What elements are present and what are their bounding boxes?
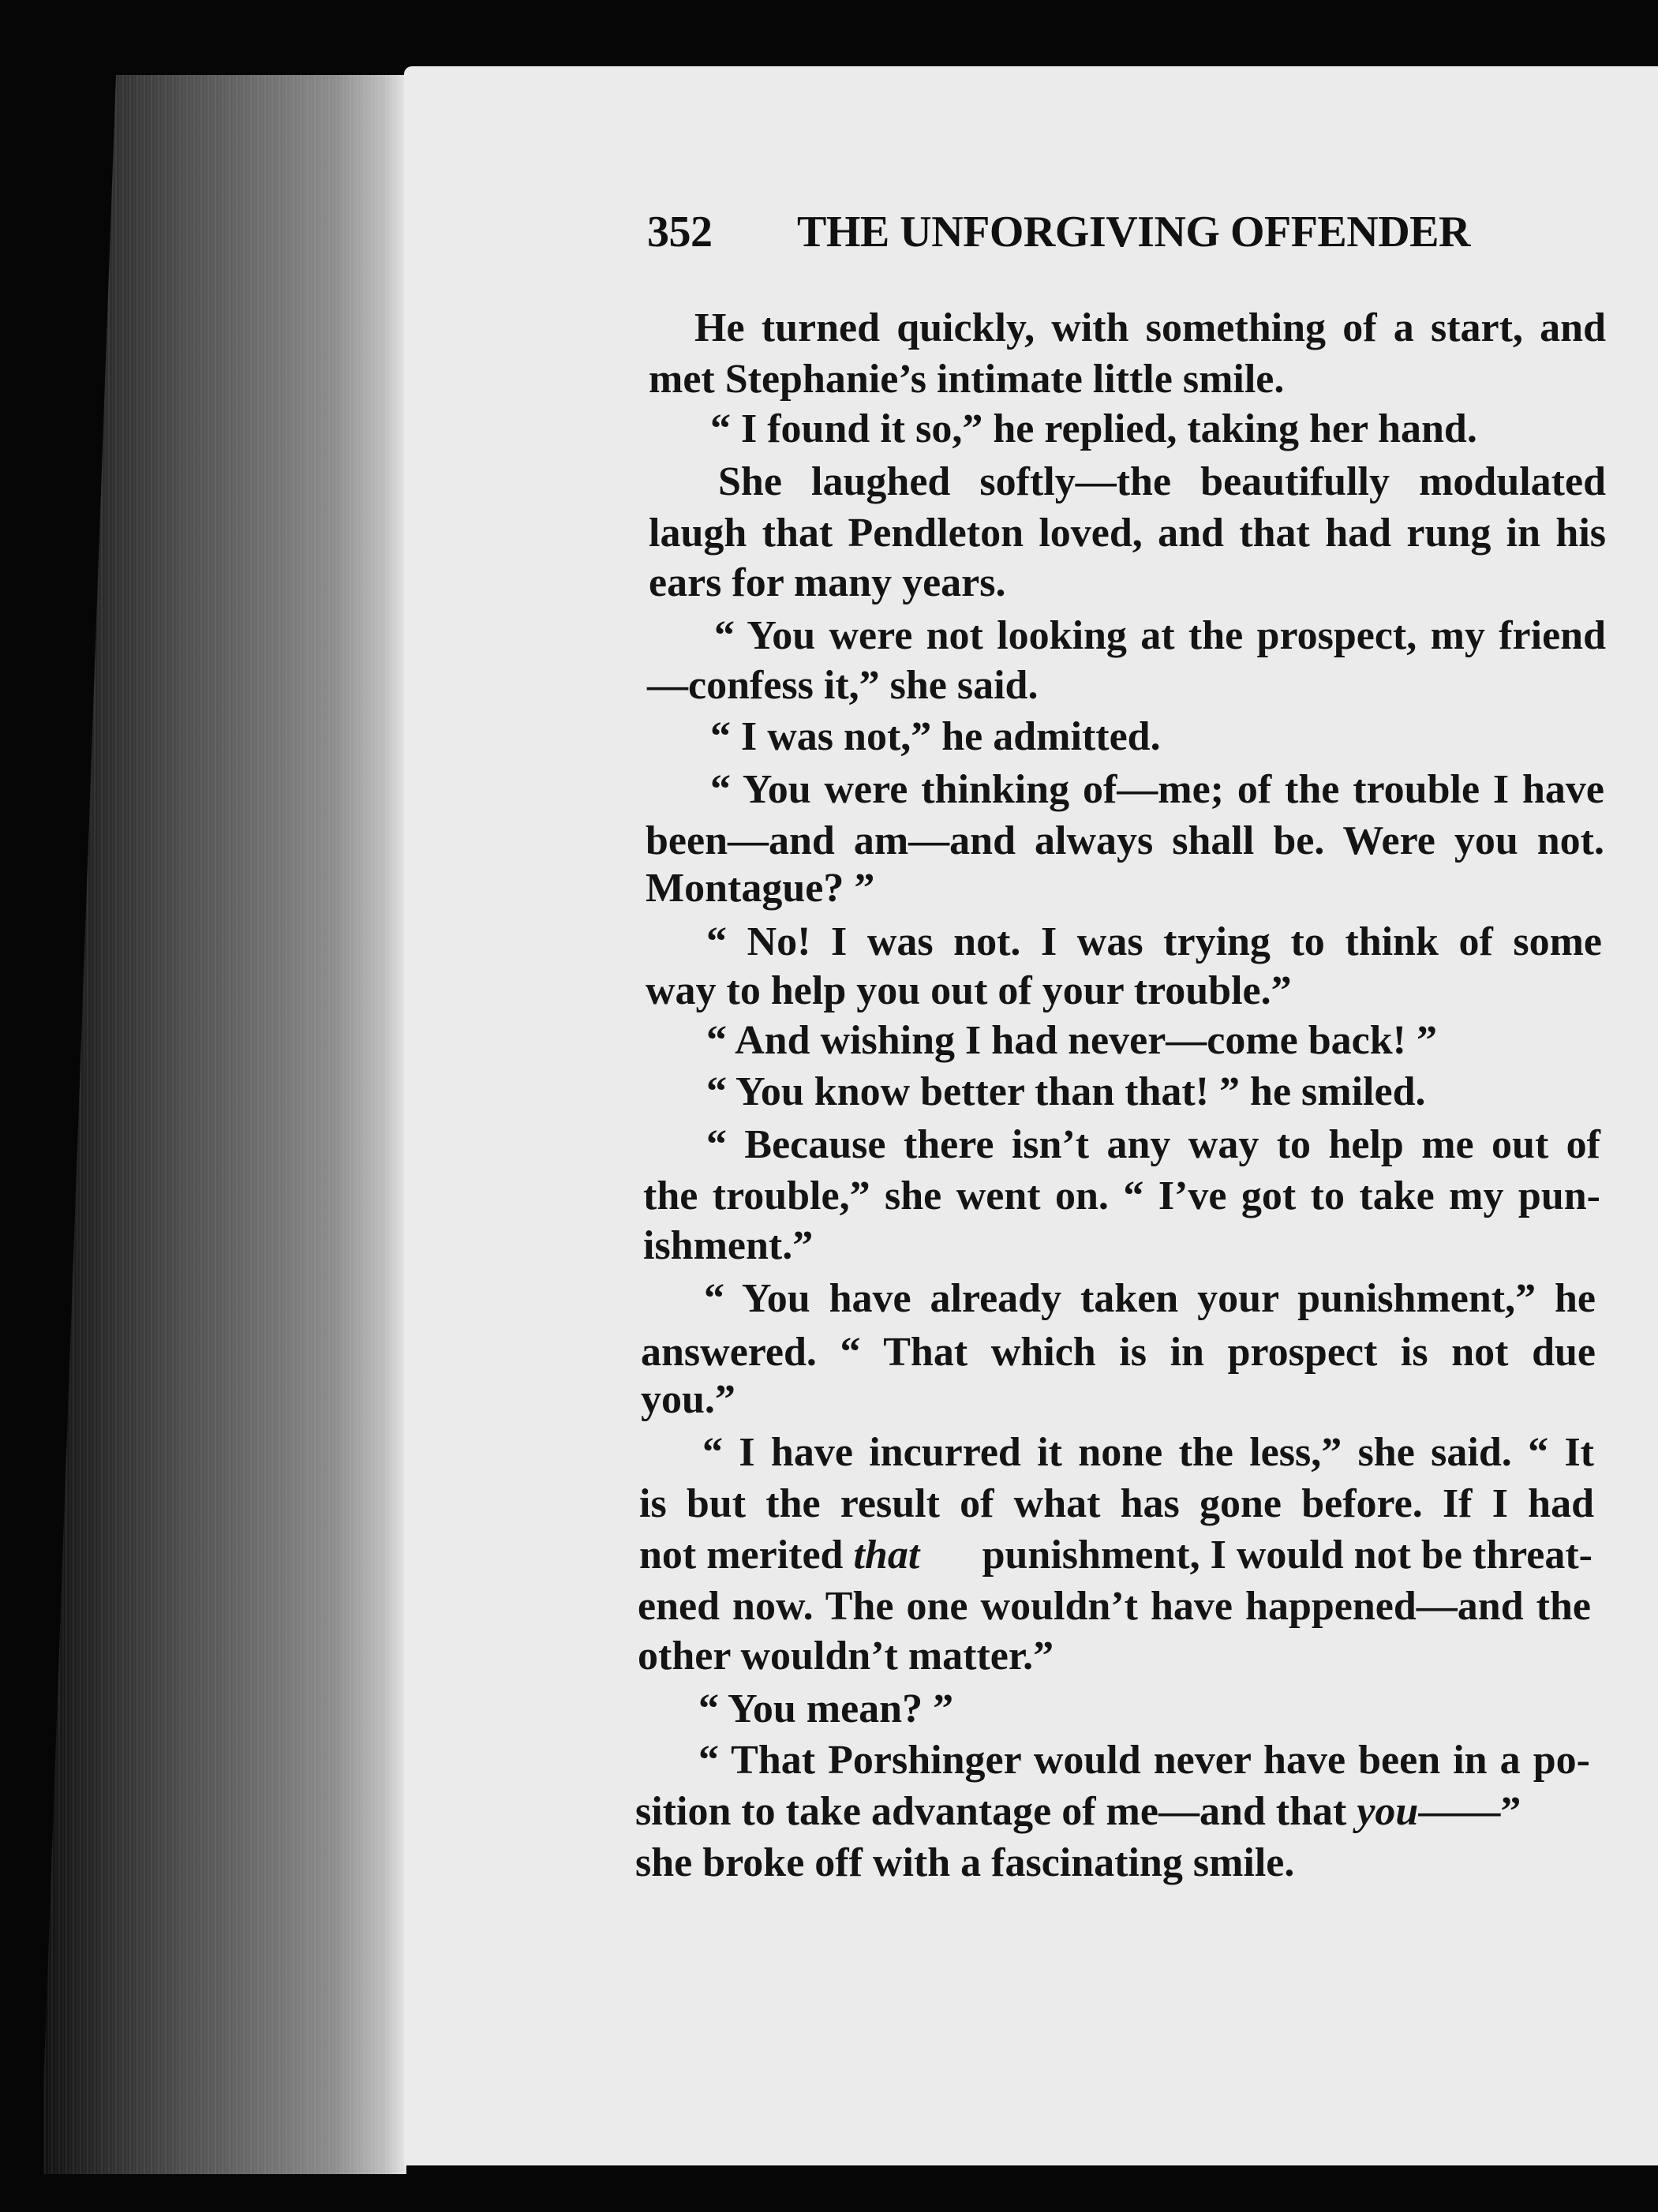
page-header [647, 207, 1468, 262]
text-line: “ You mean? ” [698, 1686, 954, 1731]
text-line: “ Because there isn’t any way to help me out of [706, 1122, 1600, 1167]
emphasis: you [1357, 1789, 1419, 1834]
text-line: ears for many years. [649, 560, 1006, 605]
text-line: you.” [641, 1377, 735, 1422]
emphasis: that [853, 1533, 920, 1578]
text-line: “ I have incurred it none the less,” she said. “ It [702, 1430, 1594, 1475]
text-line: “ No! I was not. I was trying to think of some [706, 919, 1602, 964]
text-line: She laughed softly—the beautifully modulated [718, 459, 1606, 504]
text-run: punishment, I would not be threat- [971, 1533, 1593, 1578]
running-head: THE UNFORGIVING OFFENDER [797, 208, 1470, 256]
text-line: “ That Porshinger would never have been in a po- [698, 1738, 1590, 1783]
text-line: “ You have already taken your punishment,” he [704, 1276, 1596, 1321]
text-line: “ I found it so,” he replied, taking her hand. [710, 406, 1477, 451]
text-line: the trouble,” she went on. “ I’ve got to take my pun- [643, 1173, 1600, 1218]
text-run: not merited [639, 1533, 854, 1578]
page-number: 352 [647, 208, 713, 256]
text-line: He turned quickly, with something of a start, and [694, 305, 1606, 350]
text-line: met Stephanie’s intimate little smile. [649, 357, 1285, 402]
text-line: “ You know better than that! ” he smiled. [706, 1069, 1426, 1114]
text-line: she broke off with a fascinating smile. [635, 1840, 1295, 1885]
text-line: ishment.” [643, 1223, 814, 1268]
text-line [635, 1791, 1590, 1832]
text-line: been—and am—and always shall be. Were you not. [646, 818, 1604, 863]
text-run: ——” [1418, 1789, 1521, 1834]
text-line: answered. “ That which is in prospect is not due [641, 1330, 1596, 1375]
text-line: “ You were thinking of—me; of the trouble I have [710, 767, 1604, 812]
text-line [639, 1535, 1593, 1576]
text-line: ened now. The one wouldn’t have happened—and the [638, 1584, 1591, 1629]
text-line: —confess it,” she said. [647, 663, 1039, 708]
text-run: sition to take advantage of me—and that [635, 1789, 1357, 1834]
text-line: other wouldn’t matter.” [638, 1634, 1054, 1679]
text-line: “ You were not looking at the prospect, my friend [714, 613, 1606, 658]
text-line: laugh that Pendleton loved, and that had rung in his [649, 511, 1606, 556]
text-line: way to help you out of your trouble.” [646, 968, 1292, 1013]
text-line: “ I was not,” he admitted. [710, 714, 1161, 759]
text-line: Montague? ” [646, 866, 875, 911]
text-line: is but the result of what has gone before. If I had [639, 1481, 1594, 1526]
text-line: “ And wishing I had never—come back! ” [706, 1018, 1437, 1063]
